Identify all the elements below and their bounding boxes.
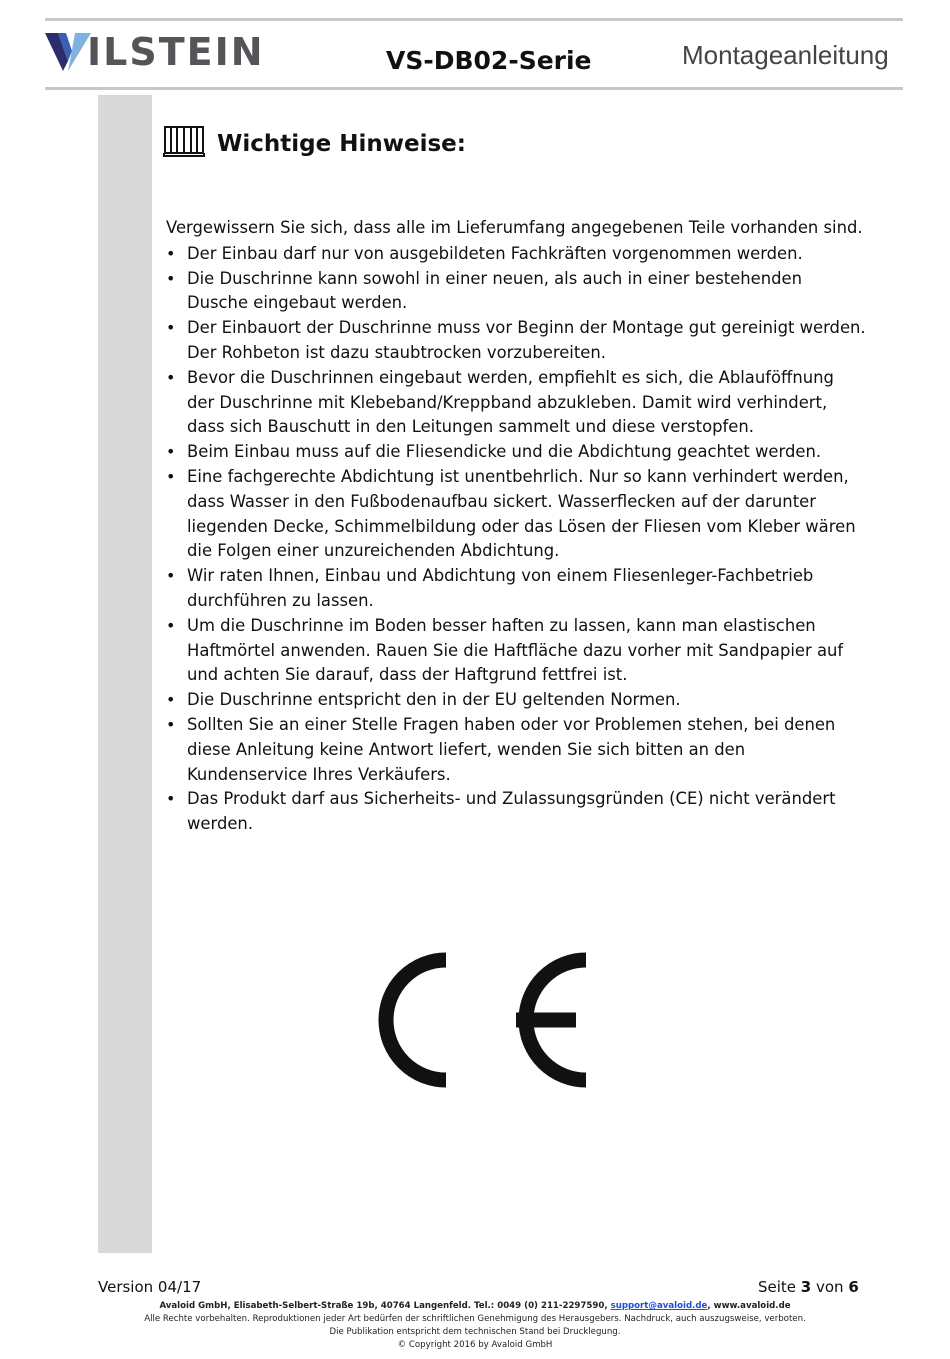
book-icon	[163, 124, 205, 158]
company-address-line: Avaloid GmbH, Elisabeth-Selbert-Straße 19b, 40764 Langenfeld. Tel.: 0049 (0) 211-2297590, support@avaloid.de, www.avaloid.de	[159, 1301, 791, 1311]
page-number: Seite 3 von 6	[758, 1278, 859, 1296]
logo-wordmark: ILSTEIN	[87, 30, 265, 74]
list-item: • Der Einbau darf nur von ausgebildeten Fachkräften vorgenommen werden.	[166, 242, 866, 267]
list-item: • Wir raten Ihnen, Einbau und Abdichtung von einem Fliesenleger-Fachbetrieb durchführen zu lassen.	[166, 564, 866, 614]
list-item: • Sollten Sie an einer Stelle Fragen haben oder vor Problemen stehen, bei denen diese Anleitung keine Antwort liefert, wenden Sie sich bitten an den Kundenservice Ihres Verkäufers.	[166, 713, 866, 787]
rights-line: Alle Rechte vorbehalten. Reproduktionen jeder Art bedürfen der schriftlichen Genehmigung des Herausgebers. Nachdruck, auch auszugsweise, verboten.	[144, 1314, 806, 1324]
section-heading-text: Wichtige Hinweise:	[217, 131, 466, 157]
page-current: 3	[800, 1278, 812, 1296]
ce-mark-icon	[350, 940, 590, 1100]
section-heading	[163, 124, 466, 158]
copyright-line: © Copyright 2016 by Avaloid GmbH	[397, 1340, 553, 1350]
list-item: • Eine fachgerechte Abdichtung ist unentbehrlich. Nur so kann verhindert werden, dass Wasser in den Fußbodenaufbau sickert. Wasserflecken auf der darunter liegenden Decke, Schimmelbildung oder das Lösen der Fliesen vom Kleber wären die Folgen einer unzureichenden Abdichtung.	[166, 465, 866, 564]
list-item: • Um die Duschrinne im Boden besser haften zu lassen, kann man elastischen Haftmörtel anwenden. Rauen Sie die Haftfläche dazu vorher mit Sandpapier auf und achten Sie darauf, dass der Haftgrund fettfrei ist.	[166, 614, 866, 688]
instructions-list	[166, 242, 866, 837]
instructions-body	[166, 216, 866, 837]
document-version: Version 04/17	[98, 1278, 202, 1296]
list-item: • Das Produkt darf aus Sicherheits- und Zulassungsgründen (CE) nicht verändert werden.	[166, 787, 866, 837]
header-top-rule	[45, 18, 903, 21]
document-type: Montageanleitung	[682, 40, 889, 70]
vilstein-logo	[45, 30, 265, 74]
intro-text: Vergewissern Sie sich, dass alle im Lieferumfang angegebenen Teile vorhanden sind.	[166, 218, 863, 237]
list-item: • Beim Einbau muss auf die Fliesendicke und die Abdichtung geachtet werden.	[166, 440, 866, 465]
list-item: • Der Einbauort der Duschrinne muss vor Beginn der Montage gut gereinigt werden. Der Rohbeton ist dazu staubtrocken vorzubereiten.	[166, 316, 866, 366]
header-bottom-rule	[45, 87, 903, 90]
series-title: VS-DB02-Serie	[386, 46, 592, 75]
list-item: • Die Duschrinne kann sowohl in einer neuen, als auch in einer bestehenden Dusche eingebaut werden.	[166, 267, 866, 317]
list-item: • Bevor die Duschrinnen eingebaut werden, empfiehlt es sich, die Ablauföffnung der Duschrinne mit Klebeband/Kreppband abzukleben. Damit wird verhindert, dass sich Bauschutt in den Leitungen sammelt und diese verstopfen.	[166, 366, 866, 440]
publication-line: Die Publikation entspricht dem technischen Stand bei Drucklegung.	[329, 1327, 621, 1337]
support-email-link[interactable]: support@avaloid.de	[610, 1301, 708, 1311]
page-total: 6	[848, 1278, 859, 1296]
list-item: • Die Duschrinne entspricht den in der EU geltenden Normen.	[166, 688, 866, 713]
page-side-bar	[98, 95, 152, 1253]
logo-v-mark-icon	[45, 31, 91, 73]
